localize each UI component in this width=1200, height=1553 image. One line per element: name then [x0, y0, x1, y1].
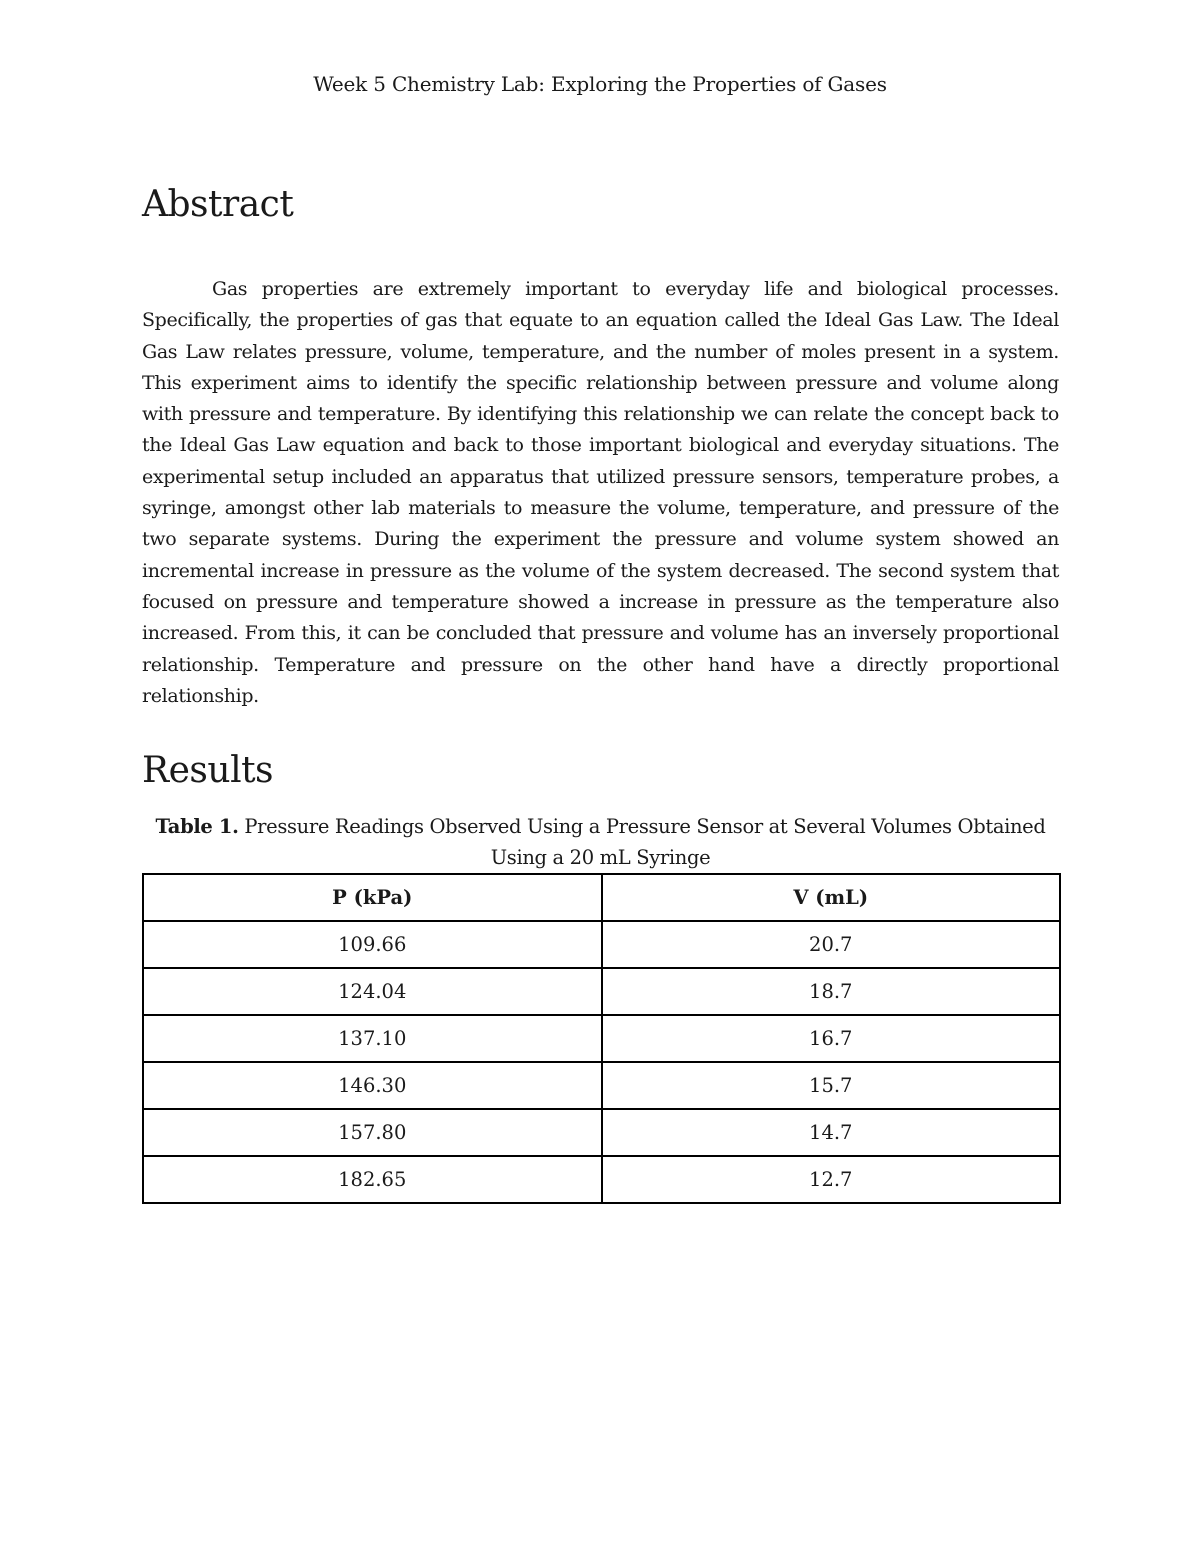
table-caption: [142, 811, 1059, 873]
table-caption-text: Pressure Readings Observed Using a Pressure Sensor at Several Volumes Obtained Using a 20 mL Syringe: [238, 815, 1046, 869]
abstract-paragraph: Gas properties are extremely important to everyday life and biological processes. Specifically, the properties of gas that equate to an equation called the Ideal Gas Law. The Ideal Gas Law relates pressure, volume, temperature, and the number of moles present in a system. This experiment aims to identify the specific relationship between pressure and volume along with pressure and temperature. By identifying this relationship we can relate the concept back to the Ideal Gas Law equation and back to those important biological and everyday situations. The experimental setup included an apparatus that utilized pressure sensors, temperature probes, a syringe, amongst other lab materials to measure the volume, temperature, and pressure of the two separate systems. During the experiment the pressure and volume system showed an incremental increase in pressure as the volume of the system decreased. The second system that focused on pressure and temperature showed a increase in pressure as the temperature also increased. From this, it can be concluded that pressure and volume has an inversely proportional relationship. Temperature and pressure on the other hand have a directly proportional relationship.: [142, 278, 1059, 707]
volume-cell: 20.7: [602, 921, 1061, 968]
column-header-volume: V (mL): [602, 874, 1061, 921]
table-caption-label: Table 1.: [155, 815, 239, 838]
table-row: [143, 1062, 1060, 1109]
volume-cell: 16.7: [602, 1015, 1061, 1062]
abstract-heading: Abstract: [142, 184, 294, 225]
table-row: [143, 1156, 1060, 1203]
volume-cell: 14.7: [602, 1109, 1061, 1156]
pressure-cell: 182.65: [143, 1156, 602, 1203]
pressure-cell: 157.80: [143, 1109, 602, 1156]
column-header-pressure: P (kPa): [143, 874, 602, 921]
pressure-cell: 124.04: [143, 968, 602, 1015]
running-title: Week 5 Chemistry Lab: Exploring the Properties of Gases: [313, 72, 887, 96]
table-row: [143, 1015, 1060, 1062]
volume-cell: 18.7: [602, 968, 1061, 1015]
table-header-row: [143, 874, 1060, 921]
volume-cell: 12.7: [602, 1156, 1061, 1203]
pressure-volume-table: [142, 873, 1061, 1204]
table-row: [143, 921, 1060, 968]
table-row: [143, 1109, 1060, 1156]
pressure-cell: 146.30: [143, 1062, 602, 1109]
pressure-cell: 137.10: [143, 1015, 602, 1062]
volume-cell: 15.7: [602, 1062, 1061, 1109]
results-heading: Results: [142, 750, 274, 791]
table-row: [143, 968, 1060, 1015]
pressure-cell: 109.66: [143, 921, 602, 968]
